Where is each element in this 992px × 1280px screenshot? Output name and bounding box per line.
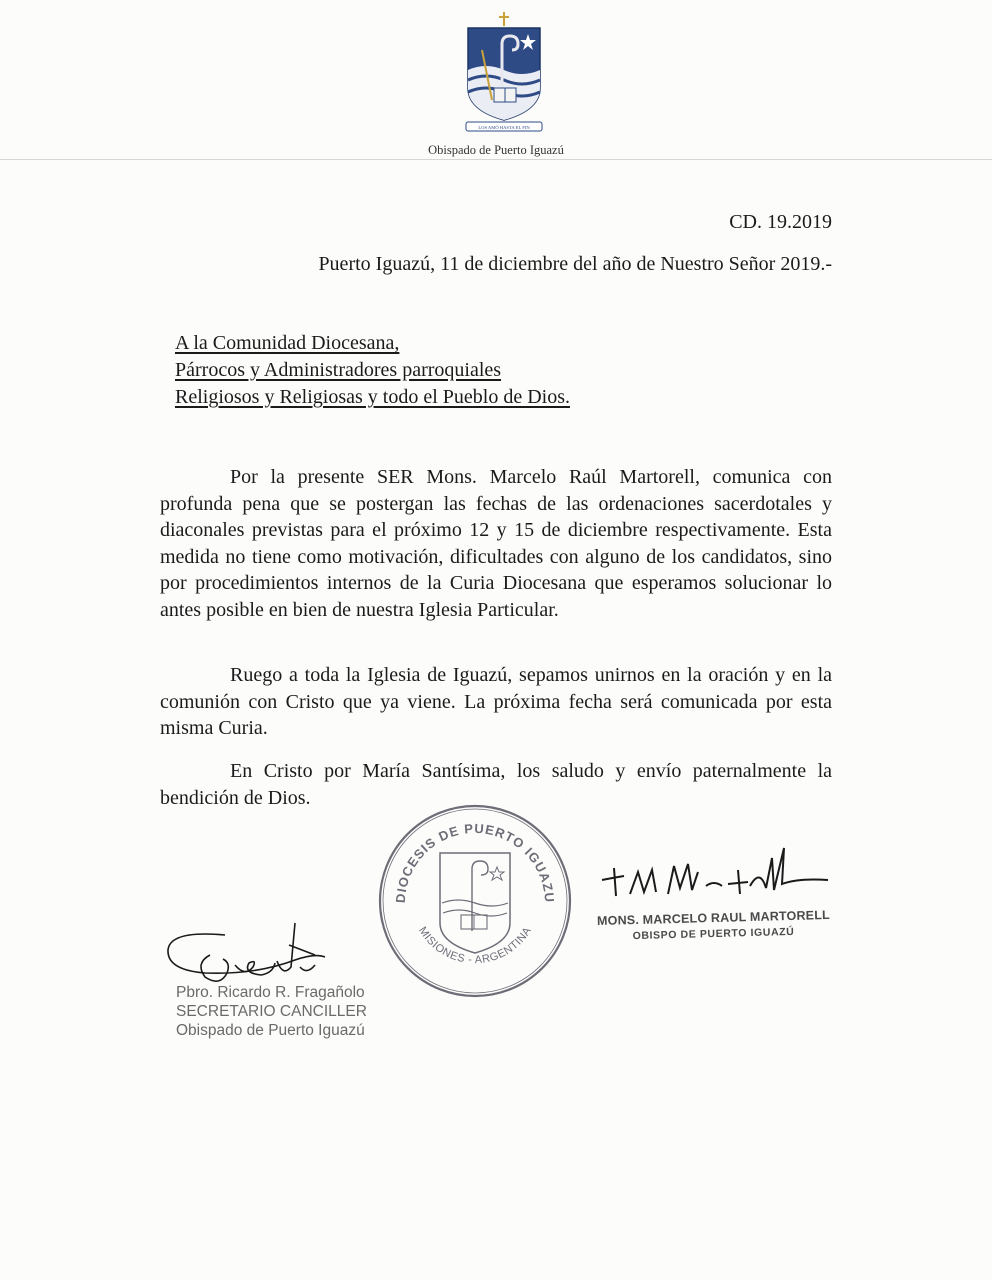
secretary-name: Pbro. Ricardo R. Fragañolo xyxy=(176,984,365,1001)
document-date-line: Puerto Iguazú, 11 de diciembre del año de Nuestro Señor 2019.- xyxy=(318,253,832,275)
addressee-line: Religiosos y Religiosas y todo el Pueblo de Dios. xyxy=(175,386,570,408)
crest-motto: LOS AMÓ HASTA EL FIN xyxy=(478,125,530,130)
stamp-top-text: DIOCESIS DE PUERTO IGUAZU xyxy=(392,820,558,904)
secretary-office: Obispado de Puerto Iguazú xyxy=(176,1022,365,1039)
bishop-title: OBISPO DE PUERTO IGUAZÚ xyxy=(632,925,795,943)
secretary-signature-block xyxy=(176,983,367,1040)
svg-text:MISIONES - ARGENTINA xyxy=(416,925,534,966)
bishop-name: MONS. MARCELO RAUL MARTORELL xyxy=(596,907,831,929)
body-paragraph: En Cristo por María Santísima, los saludo y envío paternalmente la bendición de Dios. xyxy=(160,760,832,809)
body-paragraph: Ruego a toda la Iglesia de Iguazú, sepamos unirnos en la oración y en la comunión con Cristo que ya viene. La próxima fecha será comunicada por esta misma Curia. xyxy=(160,664,832,739)
bishop-signature-block xyxy=(596,907,831,943)
addressee-line: A la Comunidad Diocesana, xyxy=(175,332,400,354)
diocese-crest-icon xyxy=(462,10,546,138)
body-paragraph: Por la presente SER Mons. Marcelo Raúl Martorell, comunica con profunda pena que se postergan las fechas de las ordenaciones sacerdotales y diaconales previstas para el próximo 12 y 15 de diciembre respectivamente. Esta medida no tiene como motivación, dificultades con alguno de los candidatos, sino por procedimientos internos de la Curia Diocesana que esperamos solucionar lo antes posible en bien de nuestra Iglesia Particular. xyxy=(160,466,832,621)
document-code: CD. 19.2019 xyxy=(729,211,832,233)
bishop-signature-icon xyxy=(598,838,833,910)
diocese-stamp-icon xyxy=(375,803,575,1000)
stamp-bottom-text: MISIONES - ARGENTINA xyxy=(416,924,534,967)
header-divider xyxy=(0,159,992,160)
organization-name: Obispado de Puerto Iguazú xyxy=(428,143,564,157)
addressee-line: Párrocos y Administradores parroquiales xyxy=(175,359,502,381)
secretary-role: SECRETARIO CANCILLER xyxy=(176,1003,367,1020)
